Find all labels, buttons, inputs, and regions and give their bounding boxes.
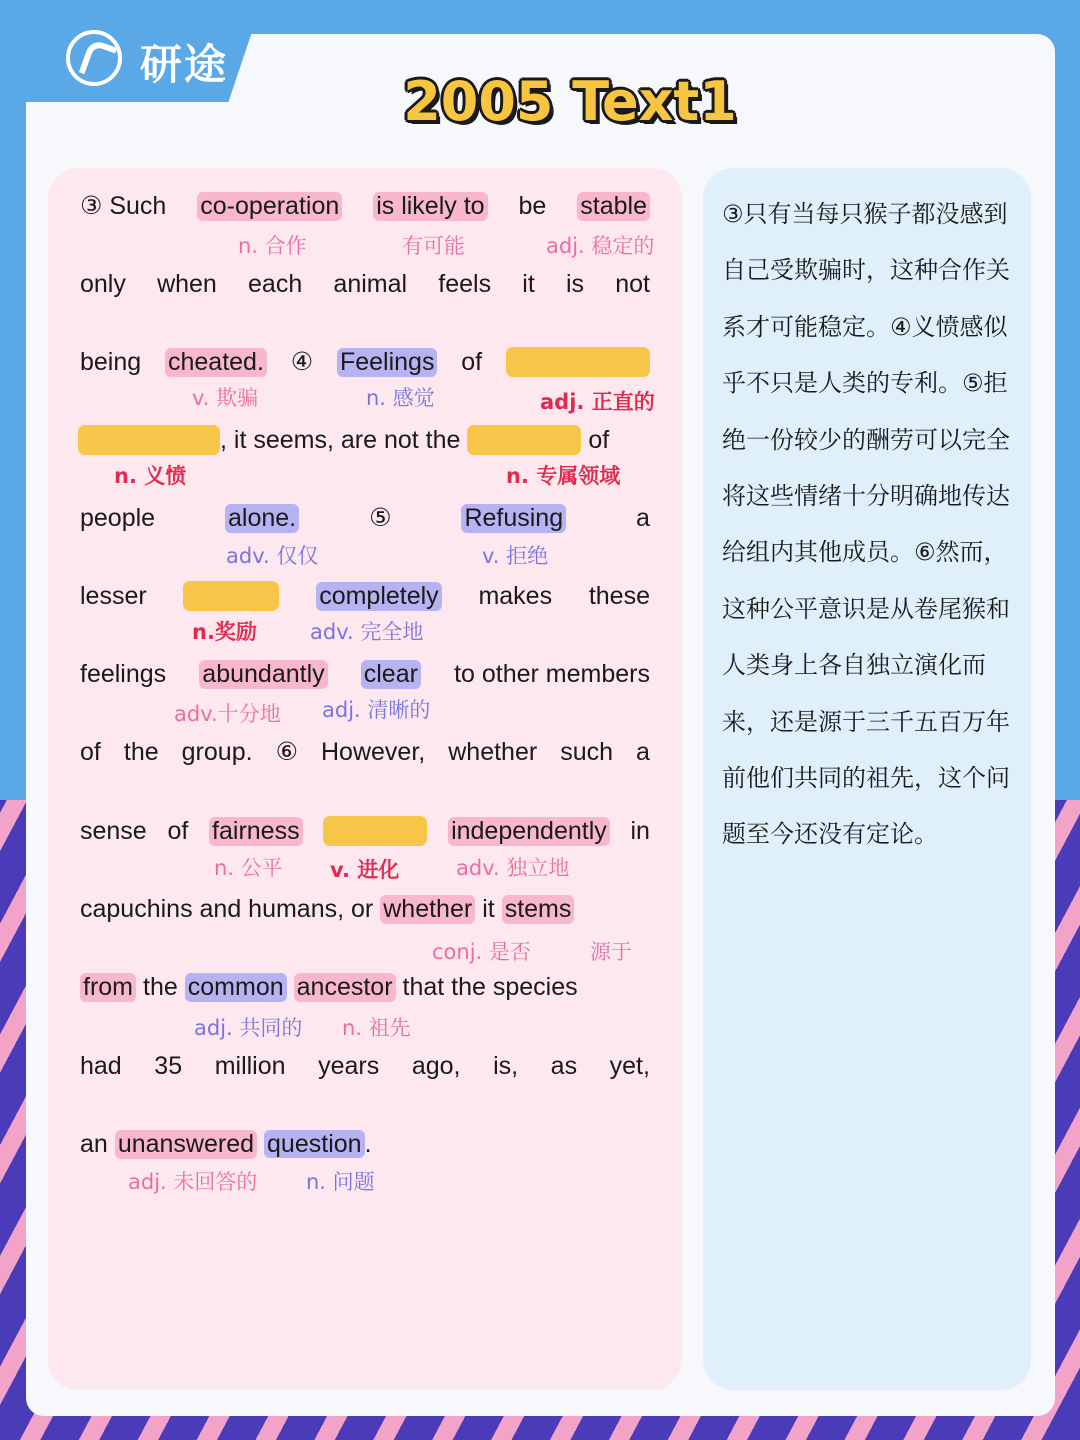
gloss-common: adj. 共同的 [194, 1016, 303, 1040]
passage-line-8 [80, 734, 650, 770]
vocab-ancestor: ancestor [294, 973, 396, 1002]
gloss-cooperation: n. 合作 [238, 234, 307, 258]
vocab-cooperation: co-operation [197, 192, 342, 221]
word: as [550, 1051, 578, 1080]
gloss-refusing: v. 拒绝 [482, 544, 549, 568]
word: to other members [454, 659, 650, 688]
brand-name: 研途 [140, 40, 229, 89]
vocab-clear: clear [361, 660, 421, 689]
sentence-number: ⑤ [369, 504, 392, 532]
vocab-independently: independently [448, 817, 610, 846]
word: in [630, 816, 650, 845]
gloss-cheated: v. 欺骗 [192, 386, 259, 410]
gloss-unanswered: adj. 未回答的 [128, 1170, 258, 1194]
word: is [565, 269, 585, 298]
word: an [80, 1129, 108, 1158]
word: being [80, 347, 142, 376]
gloss-righteous: adj. 正直的 [540, 390, 655, 414]
vocab-abundantly: abundantly [199, 660, 327, 689]
passage-line-6 [80, 578, 650, 614]
word: the [143, 972, 178, 1001]
vocab-unanswered: unanswered [115, 1130, 257, 1159]
gloss-reward: n.奖励 [192, 620, 257, 644]
word: not [615, 269, 650, 298]
blank-reward [183, 581, 279, 611]
passage-line-2 [80, 266, 650, 302]
passage-line-1 [80, 188, 650, 224]
vocab-from: from [80, 973, 136, 1002]
word: a [636, 503, 650, 532]
word: makes [478, 581, 553, 610]
gloss-evolved: v. 进化 [330, 858, 400, 882]
word: that the species [402, 972, 578, 1001]
gloss-domain: n. 专属领域 [506, 464, 621, 488]
blank-righteous [506, 347, 650, 377]
word: capuchins and humans, or [80, 894, 374, 923]
word: animal [333, 269, 408, 298]
word: it [522, 269, 535, 298]
vocab-whether: whether [380, 895, 475, 924]
gloss-stems: 源于 [590, 940, 632, 964]
word: lesser [80, 581, 147, 610]
vocab-cheated: cheated. [165, 348, 267, 377]
gloss-likely: 有可能 [402, 234, 465, 258]
word: such [560, 737, 614, 766]
word: the [123, 737, 159, 766]
passage-line-4 [80, 422, 650, 458]
gloss-feelings: n. 感觉 [366, 386, 435, 410]
gloss-ancestor: n. 祖先 [342, 1016, 411, 1040]
vocab-feelings: Feelings [337, 348, 438, 377]
passage-line-13 [80, 1126, 650, 1162]
word: people [80, 503, 156, 532]
vocab-likely: is likely to [373, 192, 487, 221]
gloss-completely: adv. 完全地 [310, 620, 424, 644]
passage-line-10 [80, 891, 650, 927]
sentence-number: ⑥ [275, 738, 298, 766]
gloss-independently: adv. 独立地 [456, 856, 570, 880]
vocab-refusing: Refusing [461, 504, 566, 533]
word: it [482, 894, 495, 923]
vocab-question: question [264, 1130, 365, 1158]
vocab-completely: completely [316, 582, 442, 611]
gloss-stable: adj. 稳定的 [546, 234, 655, 258]
word: feelings [80, 659, 167, 688]
word: , it seems, are not the [220, 425, 461, 454]
gloss-question: n. 问题 [306, 1170, 375, 1194]
gloss-clear: adj. 清晰的 [322, 698, 431, 722]
word: be [518, 191, 547, 220]
gloss-indignation: n. 义愤 [114, 464, 187, 488]
word: ③ Such [80, 192, 167, 220]
gloss-alone: adv. 仅仅 [226, 544, 319, 568]
word: of [167, 816, 189, 845]
word: million [214, 1051, 286, 1080]
passage-line-7 [80, 656, 650, 692]
vocab-stems: stems [502, 895, 575, 924]
word: when [157, 269, 217, 298]
word: of [588, 425, 610, 454]
word: sense [80, 816, 147, 845]
vocab-fairness: fairness [209, 817, 303, 846]
page-title: 2005 Text1 [403, 70, 737, 133]
passage-line-12 [80, 1048, 650, 1084]
blank-indignation [78, 425, 220, 455]
sentence-number: ④ [290, 348, 314, 376]
gloss-whether: conj. 是否 [432, 940, 531, 964]
blank-evolved [323, 816, 427, 846]
word: 35 [154, 1051, 183, 1080]
word: group. [181, 737, 253, 766]
gloss-fairness: n. 公平 [214, 856, 283, 880]
word: feels [438, 269, 492, 298]
word: a [636, 737, 650, 766]
passage-line-11 [80, 969, 650, 1005]
word: years [318, 1051, 380, 1080]
blank-domain [467, 425, 581, 455]
passage-line-3 [80, 344, 650, 380]
passage-line-9 [80, 813, 650, 849]
word: yet, [609, 1051, 650, 1080]
word: of [80, 737, 101, 766]
word: of [461, 347, 483, 376]
word: had [80, 1051, 122, 1080]
passage-line-5 [80, 500, 650, 536]
chinese-translation: ③只有当每只猴子都没感到自己受欺骗时，这种合作关系才可能稳定。④义愤感似乎不只是人类的专利。⑤拒绝一份较少的酬劳可以完全将这些情绪十分明确地传达给组内其他成员。⑥然而，这种公平意识是从卷尾猴和人类身上各自独立演化而来，还是源于三千五百万年前他们共同的祖先，这个问题至今还没有定论。 [722, 200, 1010, 849]
word: However, [321, 737, 426, 766]
vocab-alone: alone. [225, 504, 299, 533]
word: these [588, 581, 650, 610]
word: is, [493, 1051, 519, 1080]
word: each [248, 269, 303, 298]
word: ago, [411, 1051, 461, 1080]
vocab-common: common [185, 973, 287, 1002]
word: whether [448, 737, 538, 766]
vocab-stable: stable [577, 192, 650, 221]
word: only [80, 269, 126, 298]
gloss-abundantly: adv.十分地 [174, 702, 281, 726]
word: . [364, 1129, 372, 1158]
